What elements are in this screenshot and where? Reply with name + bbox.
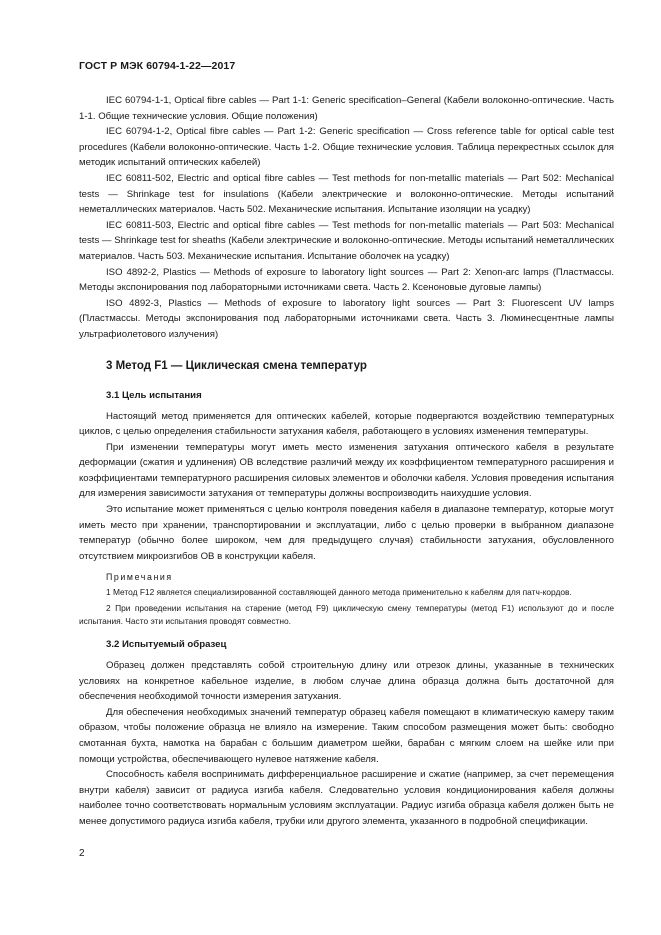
reference-item: IEC 60794-1-2, Optical fibre cables — Part 1-2: Generic specification — Cross reference table for optical cable test procedures (Кабели волоконно-оптические. Часть 1-2. Общие технические условия. Таблица перекрестных ссылок для методик испытаний оптических кабелей) <box>79 126 614 169</box>
reference-item: IEC 60811-502, Electric and optical fibre cables — Test methods for non-metallic materials — Part 502: Mechanical tests — Shrinkage test for insulations (Кабели электрические и волоконно-оптические. Методы испытаний неметаллических материалов. Часть 502. Механические испытания. Испытание изоляции на усадку) <box>79 172 614 216</box>
page-number: 2 <box>79 848 85 859</box>
paragraph: Это испытание может применяться с целью контроля поведения кабеля в диапазоне температур, которые могут иметь место при хранении, транспортировании и эксплуатации, либо с целью проверки в выбранном диапазоне температур (обычно более широком, чем для предыдущего случая) стабильности затухания, обусловленного отсутствием микроизгибов ОВ в конструкции кабеля. <box>79 504 614 562</box>
normative-references <box>79 93 614 343</box>
subsection-3-1-heading: 3.1 Цель испытания <box>106 389 202 401</box>
paragraph: Образец должен представлять собой строительную длину или отрезок длины, указанные в технических условиях на конкретное кабельное изделие, в любом случае длина образца должна быть достаточной для обеспечения необходимой точности измерения затухания. <box>79 659 614 703</box>
paragraph: Для обеспечения необходимых значений температур образец кабеля помещают в климатическую камеру таким образом, чтобы положение образца не влияло на измерение. Таким способом размещения может быть: свободно смотанная бухта, намотка на барабан с большим диаметром шейки, барабан с мягким слоем на шейке или при помощи устройства, обеспечивающего нулевое натяжение кабеля. <box>79 706 614 765</box>
reference-item: IEC 60794-1-1, Optical fibre cables — Part 1-1: Generic specification–General (Кабели волоконно-оптические. Часть 1-1. Общие технические условия. Общие положения) <box>79 95 614 122</box>
notes-heading: Примечания <box>106 572 173 583</box>
section-3-heading: 3 Метод F1 — Циклическая смена температур <box>106 359 367 372</box>
reference-item: IEC 60811-503, Electric and optical fibre cables — Test methods for non-metallic materials — Part 503: Mechanical tests — Shrinkage test for sheaths (Кабели электрические и волоконно-оптические. Методы испытаний неметаллических материалов. Часть 503. Механические испытания. Испытание оболочек на усадку) <box>79 219 614 262</box>
note-item: 2 При проведении испытания на старение (метод F9) циклическую смену температуры (метод F1) используют до и после испытания. Часто эти испытания проводят совместно. <box>79 602 614 627</box>
paragraph: При изменении температуры могут иметь место изменения затухания оптического кабеля в результате деформации (сжатия и удлинения) ОВ вследствие различий между их коэффициентом температурного расширения и коэффициентами температурного расширения силовых элементов и оболочки кабеля. Условия проведения испытания для измерения зависимости затухания от температуры должны воспроизводить наихудшие условия. <box>79 441 614 500</box>
paragraph: Способность кабеля воспринимать дифференциальное расширение и сжатие (например, за счет перемещения внутри кабеля) зависит от радиуса изгиба кабеля. Следовательно условия кондиционирования кабеля должны наиболее точно соответствовать нормальным условиям эксплуатации. Радиус изгиба образца кабеля должен быть не менее допустимого радиуса изгиба кабеля, трубки или другого элемента, указанного в подробной спецификации. <box>79 769 614 827</box>
document-body <box>79 93 614 829</box>
paragraph: Настоящий метод применяется для оптических кабелей, которые подвергаются воздействию температурных циклов, с целью определения стабильности затухания кабеля, работающего в условиях изменения температуры. <box>79 410 614 438</box>
subsection-3-2-heading: 3.2 Испытуемый образец <box>106 638 227 650</box>
note-item: 1 Метод F12 является специализированной составляющей данного метода применительно к кабелям для патч-кордов. <box>106 587 572 598</box>
reference-item: ISO 4892-3, Plastics — Methods of exposure to laboratory light sources — Part 3: Fluorescent UV lamps (Пластмассы. Методы экспонирования под лабораторными источниками света. Часть 3. Люминесцентные лампы ультрафиолетового излучения) <box>79 297 614 340</box>
standard-header: ГОСТ Р МЭК 60794-1-22—2017 <box>79 60 236 72</box>
reference-item: ISO 4892-2, Plastics — Methods of exposure to laboratory light sources — Part 2: Xenon-arc lamps (Пластмассы. Методы экспонирования под лабораторными источниками света. Часть 2. Ксеноновые дуговые лампы) <box>79 266 614 294</box>
